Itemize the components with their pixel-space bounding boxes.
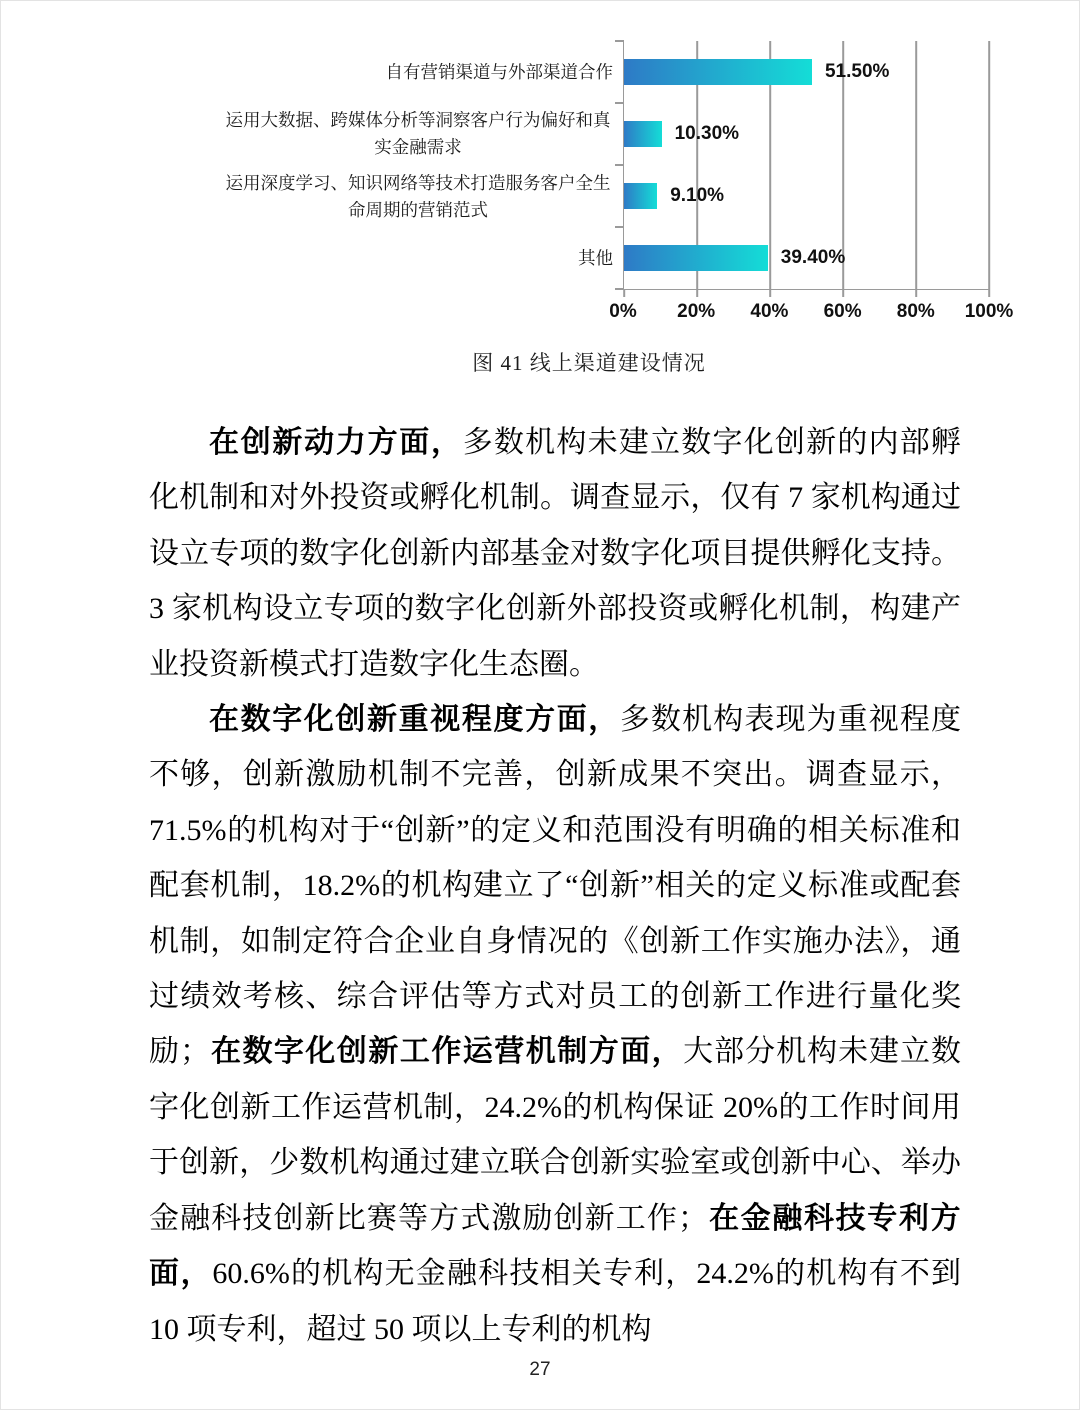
bold-run: 在数字化创新工作运营机制方面，: [209, 1035, 684, 1069]
y-axis-tick: [615, 226, 624, 228]
bar: [624, 245, 768, 271]
x-axis-tick: [623, 289, 625, 297]
y-axis-tick: [615, 288, 624, 290]
y-axis-tick: [615, 164, 624, 166]
chart-category-label: 其他: [578, 248, 613, 269]
chart-category-labels: [223, 41, 613, 290]
x-axis-tick: [842, 289, 844, 297]
page-number: 27: [529, 1359, 551, 1380]
bar-value-label: 9.10%: [670, 185, 725, 206]
y-axis-tick: [615, 40, 624, 42]
paragraph: [149, 415, 961, 692]
chart-category-label: 自有营销渠道与外部渠道合作: [385, 61, 613, 82]
chart-bars: [624, 41, 989, 289]
x-axis-tick-label: 40%: [750, 301, 789, 322]
x-axis-tick: [915, 289, 917, 297]
y-axis-tick: [615, 102, 624, 104]
bar: [624, 121, 662, 147]
chart-category-label: 运用深度学习、知识网络等技术打造服务客户全生命周期的营销范式: [225, 172, 611, 220]
bar: [624, 59, 812, 85]
bar-value-label: 51.50%: [824, 61, 890, 82]
chart-category-label: 运用大数据、跨媒体分析等洞察客户行为偏好和真实金融需求: [225, 110, 611, 158]
chart-row: [624, 103, 989, 165]
figure-41: [1, 1, 1080, 401]
text-run: 多数机构表现为重视程度不够，创新激励机制不完善，创新成果不突出。调查显示，71.5%的机构对于“创新”的定义和范围没有明确的相关标准和配套机制，18.2%的机构建立了“创新”相关的定义标准或配套机制，如制定符合企业自身情况的《创新工作实施办法》，通过绩效考核、综合评估等方式对员工的创新工作进行量化奖励；: [149, 703, 962, 1069]
x-axis-tick-label: 100%: [964, 301, 1014, 322]
x-axis-tick-label: 80%: [896, 301, 935, 322]
bar: [624, 183, 657, 209]
paragraph: [149, 692, 961, 1357]
figure-caption: 图 41 线上渠道建设情况: [472, 351, 706, 375]
bold-run: 在创新动力方面，: [209, 426, 463, 459]
x-axis-tick-label: 0%: [609, 301, 637, 322]
bold-run: 在金融科技专利方面，: [149, 1201, 962, 1291]
x-axis-tick-label: 60%: [823, 301, 862, 322]
text-run: 60.6%的机构无金融科技相关专利，24.2%的机构有不到 10 项专利，超过 50 项以上专利的机构: [149, 1257, 962, 1346]
x-axis-tick: [988, 289, 990, 297]
text-run: 多数机构未建立数字化创新的内部孵化机制和对外投资或孵化机制。调查显示，仅有 7 家机构通过设立专项的数字化创新内部基金对数字化项目提供孵化支持。3 家机构设立专项的数字化创新外部投资或孵化机制，构建产业投资新模式打造数字化生态圈。: [149, 426, 962, 681]
bar-value-label: 39.40%: [780, 247, 846, 268]
x-axis-tick-label: 20%: [677, 301, 716, 322]
bold-run: 在数字化创新重视程度方面，: [209, 703, 620, 737]
text-run: 大部分机构未建立数字化创新工作运营机制，24.2%的机构保证 20%的工作时间用于创新，少数机构通过建立联合创新实验室或创新中心、举办金融科技创新比赛等方式激励创新工作；: [149, 1035, 962, 1235]
bar-value-label: 10.30%: [674, 123, 740, 144]
chart-row: [624, 227, 989, 289]
body-text: [149, 415, 961, 1357]
chart-row: [624, 165, 989, 227]
chart-row: [624, 41, 989, 103]
chart-gridline: [915, 41, 917, 289]
x-axis-tick: [769, 289, 771, 297]
x-axis-tick: [696, 289, 698, 297]
chart-plot: [623, 41, 989, 290]
chart-gridline: [988, 41, 990, 289]
chart-x-axis: [609, 301, 1014, 327]
